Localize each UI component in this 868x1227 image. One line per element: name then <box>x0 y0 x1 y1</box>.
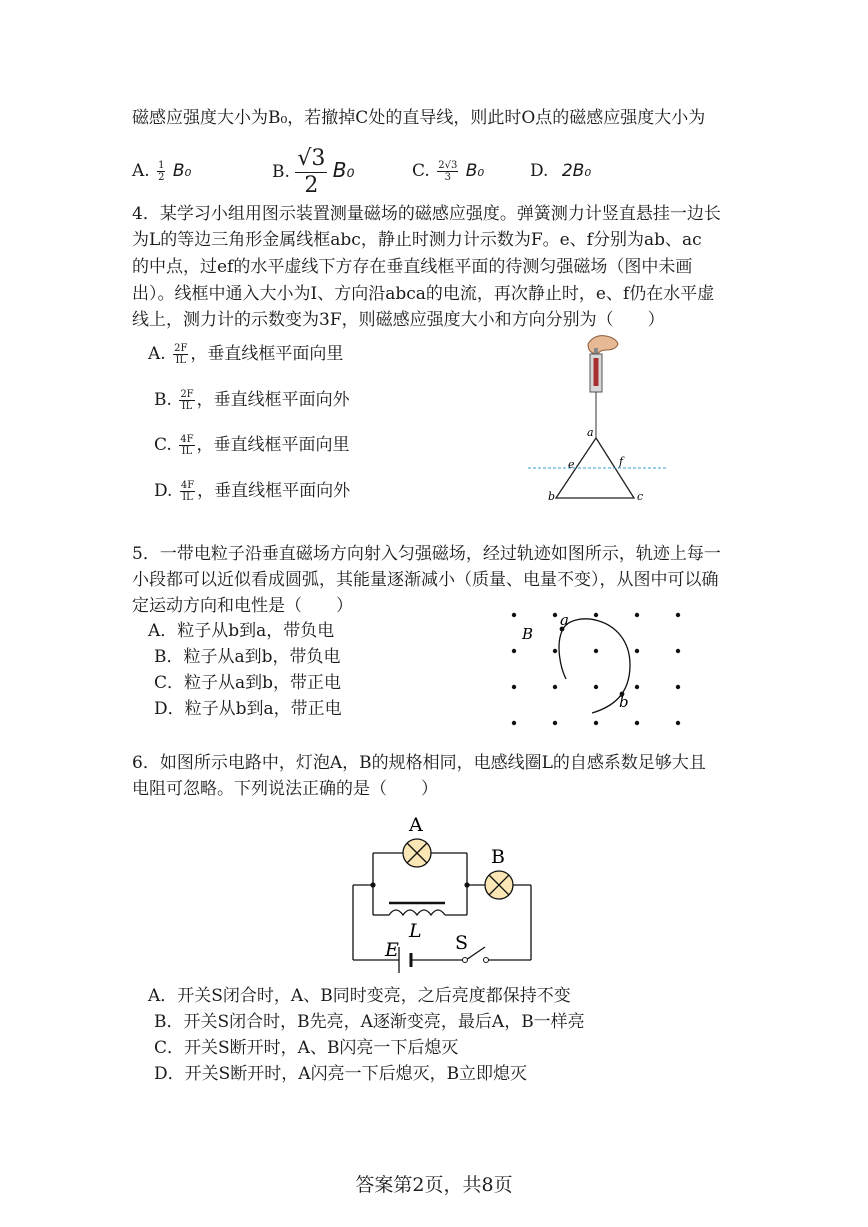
q6-option-a: A．开关S闭合时，A、B同时变亮，之后亮度都保持不变 <box>148 986 571 1006</box>
option-symbol: B₀ <box>465 161 485 181</box>
q4-line-5: 线上，测力计的示数变为3F，则磁感应强度大小和方向分别为（ ） <box>132 310 665 330</box>
fraction: $\frac{4F}{IL}$ <box>180 480 195 503</box>
label-B: B <box>491 846 505 868</box>
hand-icon <box>588 336 618 354</box>
q3-option-c <box>412 160 484 183</box>
q3-option-b <box>272 140 354 202</box>
magnetic-field-dots <box>512 613 680 725</box>
fraction: $\frac{√3}{2}$ <box>297 146 326 198</box>
label-E: E <box>385 939 399 961</box>
label-L: L <box>409 920 422 942</box>
option-label: D. <box>154 481 173 501</box>
lamp-A <box>403 839 431 867</box>
label-A: A <box>409 814 423 836</box>
q4-figure <box>520 330 680 510</box>
spring-scale-window <box>594 358 599 386</box>
q5-line-1: 5．一带电粒子沿垂直磁场方向射入匀强磁场，经过轨迹如图所示，轨迹上每一 <box>132 544 721 564</box>
q4-line-3: 的中点，过ef的水平虚线下方存在垂直线框平面的待测匀强磁场（图中未画 <box>132 257 693 277</box>
q3-option-d <box>530 160 591 182</box>
fraction: $\frac{2√3}{3}$ <box>438 160 458 183</box>
junction-dot <box>464 882 469 887</box>
q6-line-2: 电阻可忽略。下列说法正确的是（ ） <box>132 779 438 799</box>
label-a: a <box>587 426 594 439</box>
q6-option-c: C．开关S断开时，A、B闪亮一下后熄灭 <box>154 1038 459 1058</box>
page-footer: 答案第2页，共8页 <box>355 1174 513 1196</box>
q6-option-b: B．开关S闭合时，B先亮，A逐渐变亮，最后A，B一样亮 <box>154 1012 585 1032</box>
q5-option-c: C．粒子从a到b，带正电 <box>154 673 342 693</box>
option-text: ，垂直线框平面向外 <box>197 481 351 501</box>
label-B: B <box>522 625 534 643</box>
option-symbol: B₀ <box>332 158 355 182</box>
q5-option-d: D．粒子从b到a，带正电 <box>154 699 342 719</box>
q4-option-b <box>154 389 350 412</box>
fraction: $\frac{4F}{IL}$ <box>180 434 194 457</box>
label-c: c <box>637 490 644 503</box>
option-symbol: B₀ <box>172 161 192 181</box>
q4-line-2: 为L的等边三角形金属线框abc，静止时测力计示数为F。e、f分别为ab、ac <box>132 230 702 250</box>
label-f: f <box>619 455 624 468</box>
fraction: $\frac{2F}{IL}$ <box>180 389 194 412</box>
inductor-coil <box>389 910 445 915</box>
q5-line-3: 定运动方向和电性是（ ） <box>132 596 353 616</box>
option-label: A. <box>132 161 150 181</box>
switch-contact <box>484 958 489 963</box>
q5-option-b: B．粒子从a到b，带负电 <box>154 647 341 667</box>
label-e: e <box>568 458 575 471</box>
q4-line-4: 出）。线框中通入大小为I、方向沿abca的电流，再次静止时，e、f仍在水平虚 <box>132 284 715 304</box>
q4-option-a <box>148 343 343 366</box>
q5-line-2: 小段都可以近似看成圆弧，其能量逐渐减小（质量、电量不变），从图中可以确 <box>132 570 719 590</box>
label-a: a <box>560 611 569 629</box>
q4-option-c <box>154 434 350 457</box>
option-label: C. <box>412 161 430 181</box>
q6-circuit-diagram <box>345 815 540 980</box>
q5-option-a: A．粒子从b到a，带负电 <box>148 621 335 641</box>
option-value: 2B₀ <box>561 161 592 181</box>
option-label: D. <box>530 161 549 181</box>
label-b: b <box>619 693 629 711</box>
switch-contact <box>463 958 468 963</box>
q5-figure <box>500 605 700 730</box>
option-label: B. <box>272 162 290 182</box>
q6-line-1: 6．如图所示电路中，灯泡A，B的规格相同，电感线圈L的自感系数足够大且 <box>132 753 706 773</box>
fraction: $\frac{2F}{IL}$ <box>174 343 188 366</box>
q4-line-1: 4．某学习小组用图示装置测量磁场的磁感应强度。弹簧测力计竖直悬挂一边长 <box>132 204 721 224</box>
junction-dot <box>370 882 375 887</box>
q3-stem-tail: 磁感应强度大小为B₀，若撤掉C处的直导线，则此时O点的磁感应强度大小为 <box>132 108 706 128</box>
option-label: C. <box>154 435 172 455</box>
option-text: ，垂直线框平面向里 <box>190 344 344 364</box>
label-b: b <box>548 490 556 503</box>
q3-option-a <box>132 160 191 183</box>
spring-scale-hook-top <box>594 348 598 354</box>
option-label: A. <box>148 344 166 364</box>
option-label: B. <box>154 390 172 410</box>
q6-option-d: D．开关S断开时，A闪亮一下后熄灭，B立即熄灭 <box>154 1064 528 1084</box>
q4-option-d <box>154 480 350 503</box>
option-text: ，垂直线框平面向外 <box>196 390 350 410</box>
fraction: $\frac{1}{2}$ <box>158 160 165 183</box>
option-text: ，垂直线框平面向里 <box>196 435 350 455</box>
label-S: S <box>455 932 469 954</box>
lamp-B <box>485 871 513 899</box>
